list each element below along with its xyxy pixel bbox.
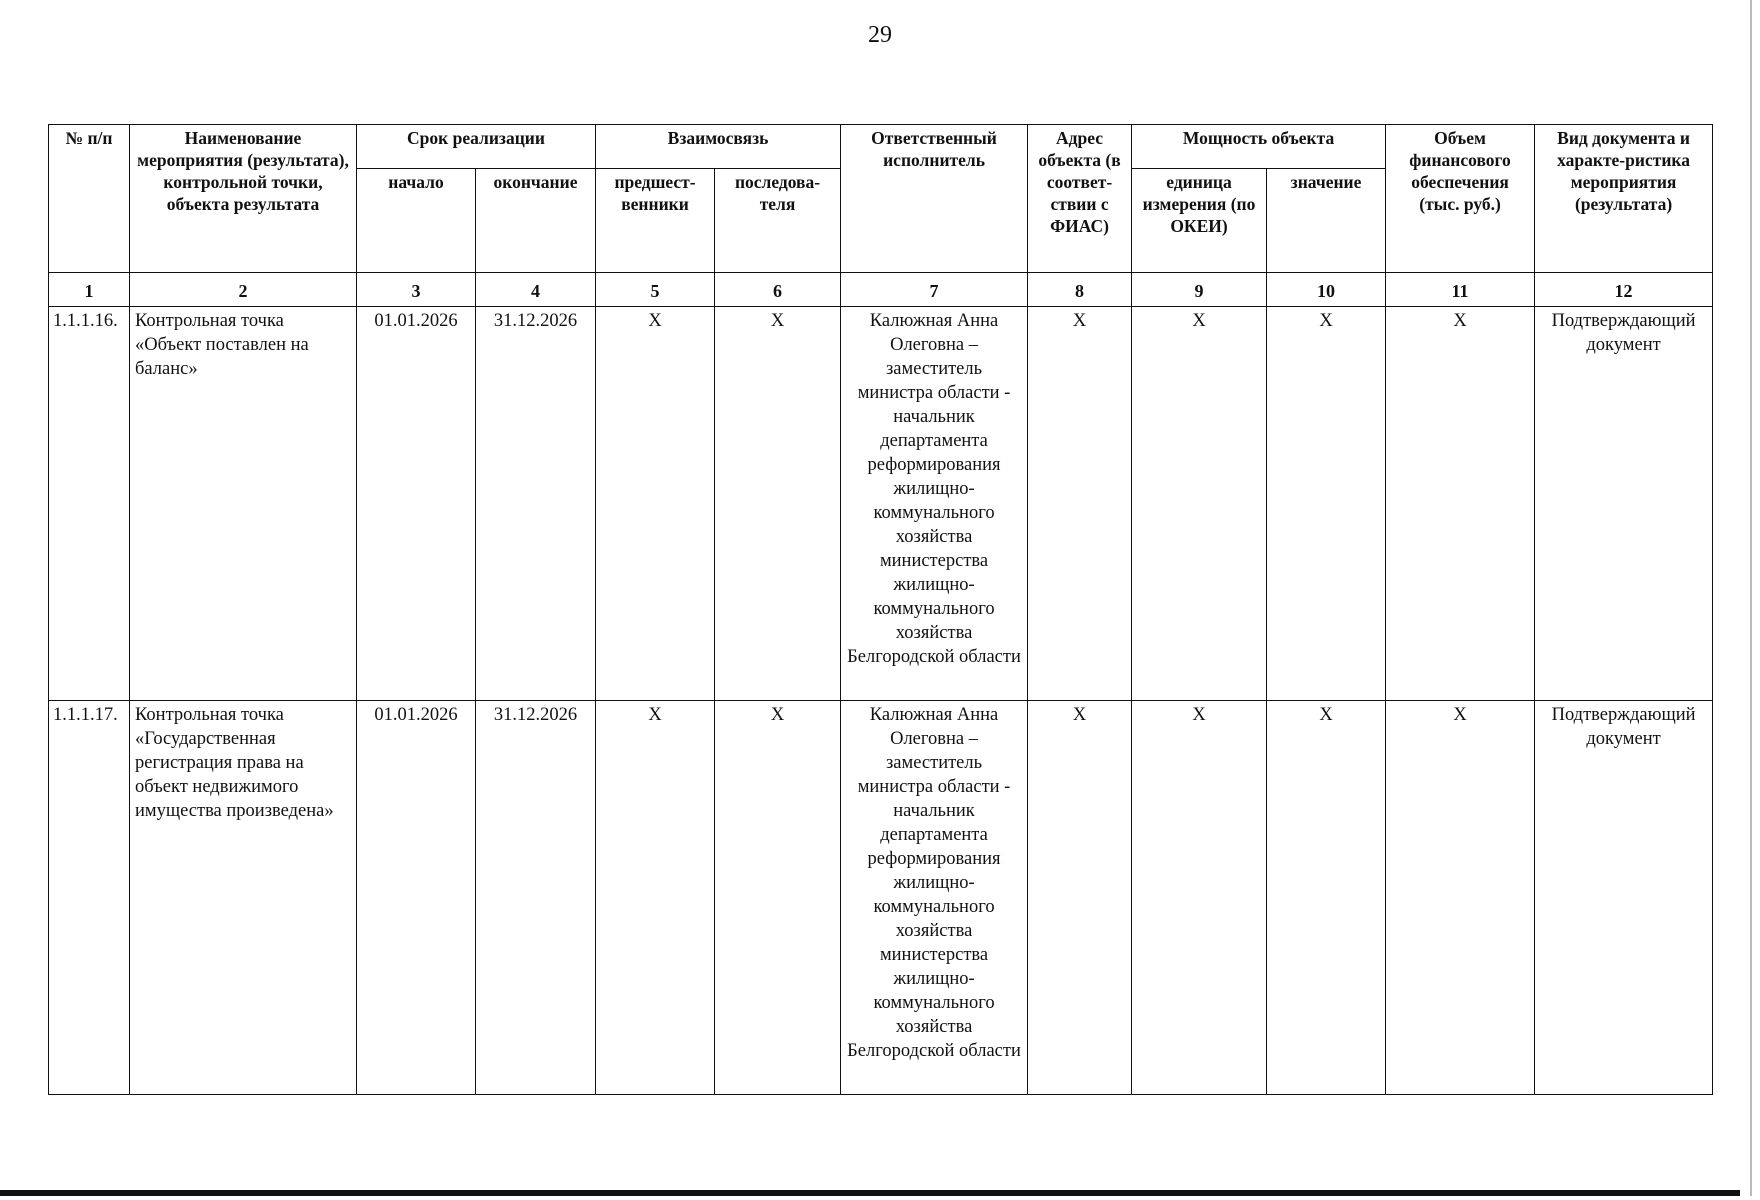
- header-period-end: окончание: [476, 169, 596, 273]
- page-number: 29: [868, 22, 892, 48]
- row-capacity-unit: X: [1132, 701, 1267, 1095]
- header-relation-next: последова-теля: [715, 169, 841, 273]
- table-row: [49, 307, 1713, 701]
- header-relation-prev: предшест-венники: [596, 169, 715, 273]
- row-finance: X: [1386, 307, 1535, 701]
- row-predecessors: X: [596, 307, 715, 701]
- column-number: 10: [1267, 273, 1386, 307]
- column-number: 5: [596, 273, 715, 307]
- plan-table: [48, 124, 1713, 1095]
- row-number: 1.1.1.16.: [49, 307, 130, 701]
- column-number: 9: [1132, 273, 1267, 307]
- row-address: X: [1028, 307, 1132, 701]
- row-capacity-unit: X: [1132, 307, 1267, 701]
- header-capacity: Мощность объекта: [1132, 125, 1386, 169]
- row-name: Контрольная точка «Объект поставлен на баланс»: [130, 307, 357, 701]
- header-relation: Взаимосвязь: [596, 125, 841, 169]
- row-end-date: 31.12.2026: [476, 701, 596, 1095]
- column-number: 12: [1535, 273, 1713, 307]
- row-capacity-value: X: [1267, 307, 1386, 701]
- column-number: 7: [841, 273, 1028, 307]
- scan-right-edge: [1750, 0, 1752, 1196]
- header-capacity-value: значение: [1267, 169, 1386, 273]
- row-document: Подтверждающий документ: [1535, 307, 1713, 701]
- row-end-date: 31.12.2026: [476, 307, 596, 701]
- table-row: [49, 701, 1713, 1095]
- column-number-row: [49, 273, 1713, 307]
- header-num: № п/п: [49, 125, 130, 273]
- row-successors: X: [715, 307, 841, 701]
- header-row-1: [49, 125, 1713, 169]
- scan-bottom-edge: [0, 1190, 1740, 1196]
- row-address: X: [1028, 701, 1132, 1095]
- row-name: Контрольная точка «Государственная регистрация права на объект недвижимого имущества произведена»: [130, 701, 357, 1095]
- row-finance: X: [1386, 701, 1535, 1095]
- row-document: Подтверждающий документ: [1535, 701, 1713, 1095]
- row-responsible: Калюжная Анна Олеговна – заместитель министра области - начальник департамента реформирования жилищно-коммунального хозяйства министерства жилищно-коммунального хозяйства Белгородской области: [841, 307, 1028, 701]
- row-capacity-value: X: [1267, 701, 1386, 1095]
- row-number: 1.1.1.17.: [49, 701, 130, 1095]
- header-capacity-unit: единица измерения (по ОКЕИ): [1132, 169, 1267, 273]
- header-period-start: начало: [357, 169, 476, 273]
- header-address: Адрес объекта (в соответ-ствии с ФИАС): [1028, 125, 1132, 273]
- header-finance: Объем финансового обеспечения (тыс. руб.): [1386, 125, 1535, 273]
- row-start-date: 01.01.2026: [357, 701, 476, 1095]
- column-number: 1: [49, 273, 130, 307]
- column-number: 6: [715, 273, 841, 307]
- column-number: 11: [1386, 273, 1535, 307]
- header-name: Наименование мероприятия (результата), контрольной точки, объекта результата: [130, 125, 357, 273]
- row-start-date: 01.01.2026: [357, 307, 476, 701]
- row-successors: X: [715, 701, 841, 1095]
- row-responsible: Калюжная Анна Олеговна – заместитель министра области - начальник департамента реформирования жилищно-коммунального хозяйства министерства жилищно-коммунального хозяйства Белгородской области: [841, 701, 1028, 1095]
- column-number: 2: [130, 273, 357, 307]
- column-number: 3: [357, 273, 476, 307]
- column-number: 8: [1028, 273, 1132, 307]
- column-number: 4: [476, 273, 596, 307]
- header-period: Срок реализации: [357, 125, 596, 169]
- row-predecessors: X: [596, 701, 715, 1095]
- header-responsible: Ответственный исполнитель: [841, 125, 1028, 273]
- header-doc-type: Вид документа и характе-ристика мероприятия (результата): [1535, 125, 1713, 273]
